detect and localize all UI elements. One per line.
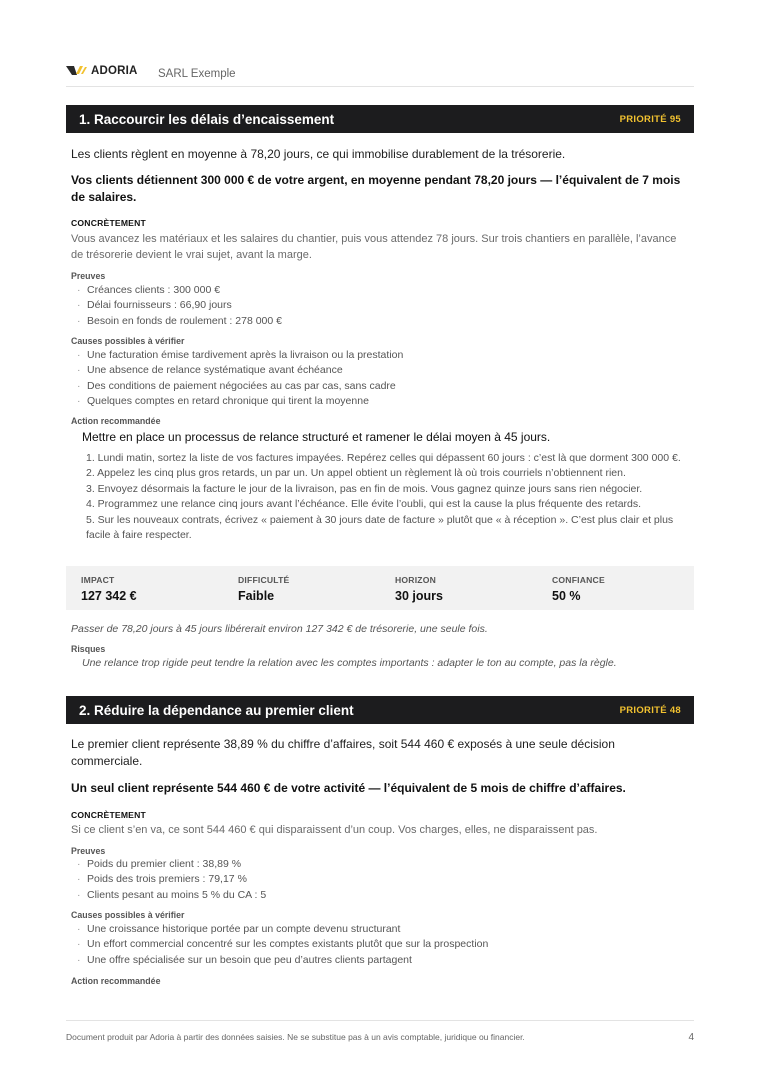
causes-label: Causes possibles à vérifier (71, 910, 185, 920)
list-item: · Quelques comptes en retard chronique qui tirent la moyenne (77, 395, 369, 408)
list-item: · Poids des trois premiers : 79,17 % (77, 873, 247, 886)
priority-badge: PRIORITÉ 95 (619, 114, 681, 125)
section-title: 2. Réduire la dépendance au premier client (79, 703, 354, 718)
proofs-label: Preuves (71, 846, 106, 856)
section-intro: Les clients règlent en moyenne à 78,20 jours, ce qui immobilise durablement de la trésorerie. (71, 147, 566, 161)
page-number: 4 (688, 1032, 694, 1043)
step-item: 3. Envoyez désormais la facture le jour de la livraison, pas en fin de mois. Vous gagnez quinze jours sans rien négocier. (86, 482, 643, 495)
list-item: · Poids du premier client : 38,89 % (77, 858, 242, 870)
footer-disclaimer: Document produit par Adoria à partir des données saisies. Ne se substitue pas à un avis comptable, juridique ou financier. (66, 1032, 525, 1042)
step-item: 5. Sur les nouveaux contrats, écrivez « paiement à 30 jours date de facture » plutôt que « à réception ». C’est plus clair et plus facile à faire respecter. (86, 513, 674, 542)
stat-confidence: CONFIANCE 50 % (552, 575, 605, 603)
list-item: · Clients pesant au moins 5 % du CA : 5 (77, 888, 267, 901)
section-headline: Un seul client représente 544 460 € de votre activité — l’équivalent de 5 mois de chiffre d’affaires. (71, 781, 626, 795)
list-item: · Besoin en fonds de roulement : 278 000 € (77, 314, 282, 327)
list-item: · Une croissance historique portée par un compte devenu structurant (77, 923, 401, 935)
brand-name: ADORIA (91, 65, 138, 77)
impact-note: Passer de 78,20 jours à 45 jours libérerait environ 127 342 € de trésorerie, une seule fois. (71, 623, 488, 635)
list-item: · Délai fournisseurs : 66,90 jours (77, 299, 232, 312)
list-item: · Une facturation émise tardivement après la livraison ou la prestation (77, 349, 404, 361)
section-intro: Le premier client représente 38,89 % du chiffre d’affaires, soit 544 460 € exposés à une seule décision commerciale. (71, 737, 615, 768)
section-headline: Vos clients détiennent 300 000 € de votre argent, en moyenne pendant 78,20 jours — l’équivalent de 7 mois de salaires. (71, 173, 681, 204)
list-item: · Un effort commercial concentré sur les comptes existants plutôt que sur la prospection (77, 938, 489, 951)
list-item: · Créances clients : 300 000 € (77, 284, 221, 296)
proofs-label: Preuves (71, 271, 106, 281)
step-item: 1. Lundi matin, sortez la liste de vos factures impayées. Repérez celles qui dépassent 60 jours : c’est là que dorment 300 000 €. (86, 452, 681, 464)
page-header (66, 60, 694, 87)
risks-text: Une relance trop rigide peut tendre la relation avec les comptes importants : adapter le ton au compte, pas la règle. (82, 657, 617, 669)
section-header (66, 696, 694, 724)
causes-list (77, 922, 695, 968)
list-item: · Une absence de relance systématique avant échéance (77, 364, 343, 377)
step-item: 2. Appelez les cinq plus gros retards, un par un. Un appel obtient un règlement là où trois courriels n’obtiennent rien. (86, 467, 626, 480)
action-label: Action recommandée (71, 976, 161, 986)
stats-panel (66, 566, 694, 610)
company-name: SARL Exemple (158, 68, 236, 80)
concretely-label: CONCRÈTEMENT (71, 218, 146, 228)
adoria-logo-icon (66, 65, 87, 77)
stat-impact: IMPACT 127 342 € (81, 575, 137, 603)
page-footer (66, 1020, 694, 1043)
proofs-list (77, 857, 695, 903)
section-title: 1. Raccourcir les délais d’encaissement (79, 112, 335, 127)
stat-horizon: HORIZON 30 jours (395, 575, 443, 603)
causes-label: Causes possibles à vérifier (71, 336, 185, 346)
brand-logo (66, 65, 138, 77)
stat-difficulty: DIFFICULTÉ Faible (238, 575, 290, 603)
action-steps (86, 451, 686, 543)
risks-label: Risques (71, 644, 106, 654)
priority-badge: PRIORITÉ 48 (619, 705, 681, 716)
proofs-list (77, 283, 695, 329)
action-text: Mettre en place un processus de relance structuré et ramener le délai moyen à 45 jours. (82, 430, 551, 444)
section-header (66, 105, 694, 133)
concretely-text: Si ce client s’en va, ce sont 544 460 € qui disparaissent d’un coup. Vos charges, elles, ne disparaissent pas. (71, 824, 598, 836)
causes-list (77, 348, 695, 410)
list-item: · Des conditions de paiement négociées au cas par cas, sans cadre (77, 379, 396, 392)
list-item: · Une offre spécialisée sur un besoin que peu d’autres clients partagent (77, 953, 412, 966)
concretely-label: CONCRÈTEMENT (71, 810, 146, 820)
step-item: 4. Programmez une relance cinq jours avant l’échéance. Elle évite l’oubli, qui est la cause la plus fréquente des retards. (86, 498, 642, 511)
action-label: Action recommandée (71, 416, 161, 426)
concretely-text: Vous avancez les matériaux et les salaires du chantier, puis vous attendez 78 jours. Sur trois chantiers en parallèle, l’avance de trésorerie devient le vrai sujet, avant la marge. (71, 233, 677, 261)
